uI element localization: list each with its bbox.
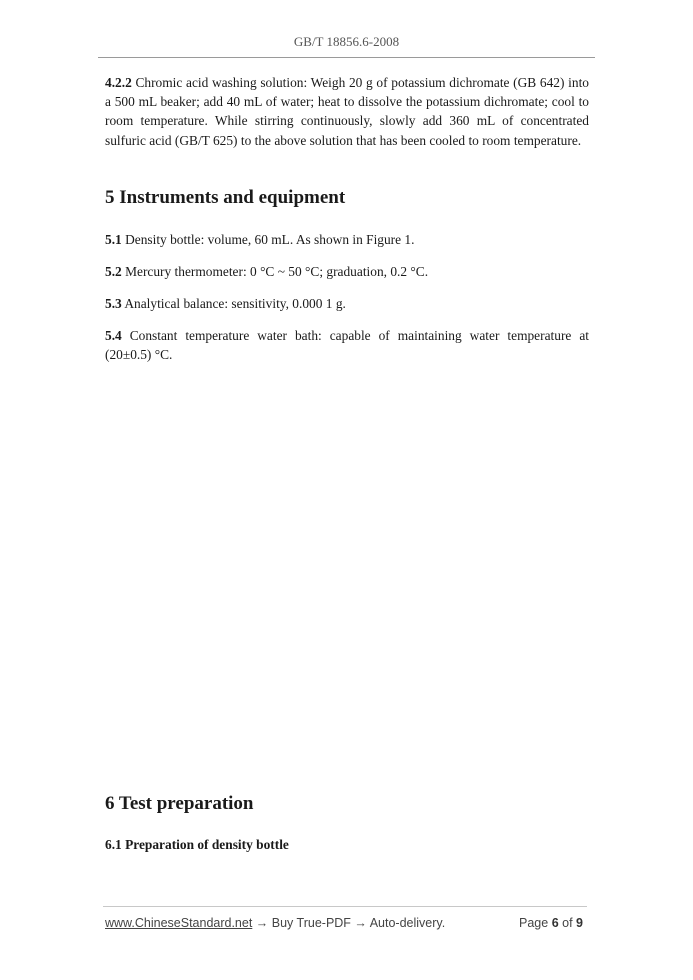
clause-5-4	[105, 326, 589, 364]
chinesestandard-link[interactable]: www.ChineseStandard.net	[105, 916, 253, 930]
page-indicator	[519, 916, 583, 930]
clause-5-3	[105, 294, 589, 313]
clause-text: Mercury thermometer: 0 °C ~ 50 °C; graduation, 0.2 °C.	[121, 264, 429, 279]
section-5-heading: 5 Instruments and equipment	[105, 187, 346, 208]
clause-number: 5.4	[105, 328, 122, 343]
footer-divider	[103, 906, 587, 907]
page-footer	[105, 916, 589, 930]
clause-text: Chromic acid washing solution: Weigh 20 g of potassium dichromate (GB 642) into a 500 mL beaker; add 40 mL of water; heat to dissolve the potassium dichromate; cool to room temperature. While stirring continuously, slowly add 360 mL of concentrated sulfuric acid (GB/T 625) to the above solution that has been cooled to room temperature.	[105, 75, 589, 148]
subsection-6-1-heading: 6.1 Preparation of density bottle	[105, 837, 289, 852]
clause-text: Density bottle: volume, 60 mL. As shown in Figure 1.	[121, 232, 415, 247]
clause-number: 5.2	[105, 264, 122, 279]
paragraph-4-2-2	[105, 73, 589, 150]
clause-text: Constant temperature water bath: capable of maintaining water temperature at (20±0.5) °C.	[105, 328, 589, 363]
header-divider	[98, 57, 595, 58]
page-total: 9	[576, 916, 583, 930]
document-header-title: GB/T 18856.6-2008	[293, 34, 400, 49]
of-label: of	[562, 916, 573, 930]
page-label: Page	[519, 916, 549, 930]
clause-5-2	[105, 262, 589, 281]
page-current: 6	[551, 916, 559, 930]
section-6-heading: 6 Test preparation	[105, 793, 254, 814]
clause-number: 5.3	[105, 296, 122, 311]
footer-text: → Buy True-PDF → Auto-delivery.	[252, 916, 446, 930]
clause-5-1	[105, 230, 589, 249]
clause-number: 5.1	[105, 232, 122, 247]
clause-text: Analytical balance: sensitivity, 0.000 1 g.	[121, 296, 346, 311]
clause-number: 4.2.2	[105, 75, 132, 90]
